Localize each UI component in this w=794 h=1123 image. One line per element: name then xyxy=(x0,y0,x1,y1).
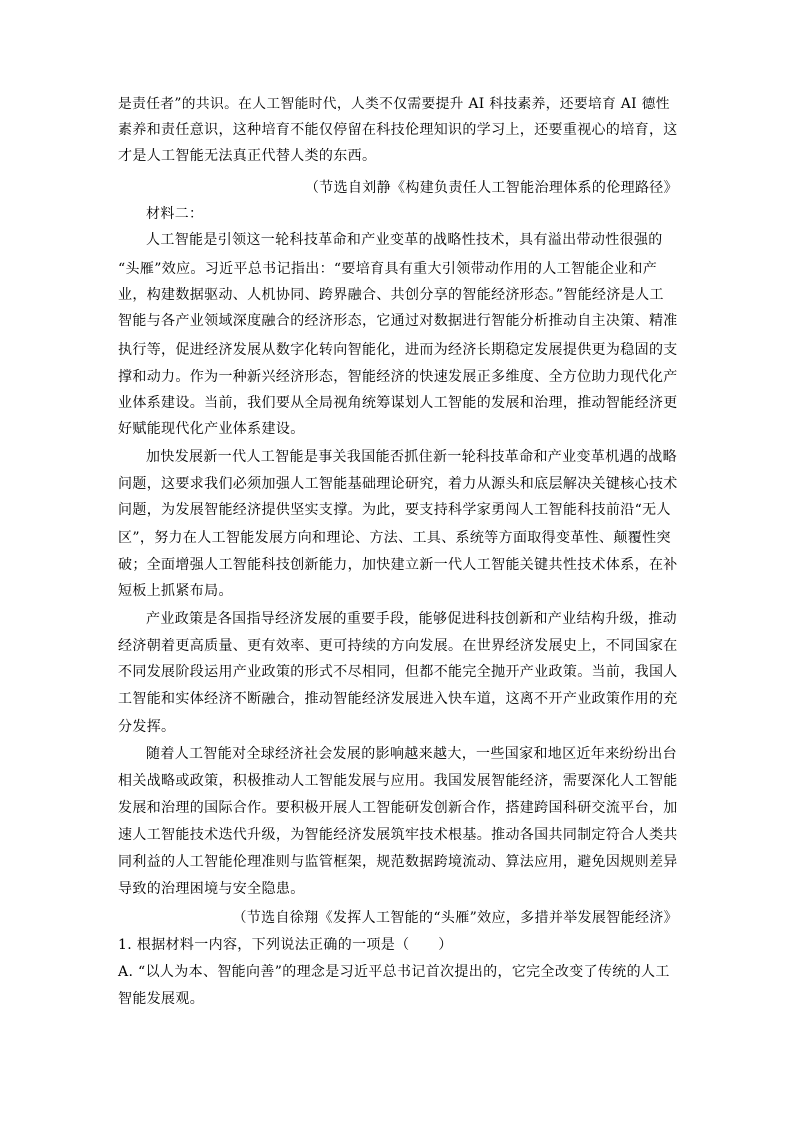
text-line: 产业政策是各国指导经济发展的重要手段，能够促进科技创新和产业结构升级，推动 xyxy=(146,611,677,627)
text-line: 导致的治理困境与安全隐患。 xyxy=(118,881,305,897)
text-line: 执行等，促进经济发展从数字化转向智能化，进而为经济长期稳定发展提供更为稳固的支 xyxy=(118,342,678,358)
answer-option-a: A. “以人为本、智能向善”的理念是习近平总书记首次提出的，它完全改变了传统的人工 xyxy=(118,964,670,980)
text-line: 业体系建设。当前，我们要从全局视角统筹谋划人工智能的发展和治理，推动智能经济更 xyxy=(118,395,678,411)
text-line: 才是人工智能无法真正代替人类的东西。 xyxy=(118,148,377,164)
text-line: 不同发展阶段运用产业政策的形式不尽相同，但都不能完全抛开产业政策。当前，我国人 xyxy=(118,664,678,680)
question-stem: 1. 根据材料一内容，下列说法正确的一项是（ ） xyxy=(118,937,453,953)
source-citation: （节选自刘静《构建负责任人工智能治理体系的伦理路径》 xyxy=(304,180,678,196)
text-line: 智能与各产业领域深度融合的经济形态，它通过对数据进行智能分析推动自主决策、精准 xyxy=(118,313,678,329)
section-heading: 材料二： xyxy=(146,206,204,222)
text-line: 破；全面增强人工智能科技创新能力，加快建立新一代人工智能关键共性技术体系，在补 xyxy=(118,557,678,573)
text-line: 素养和责任意识，这种培育不能仅停留在科技伦理知识的学习上，还要重视心的培育，这 xyxy=(118,122,678,138)
text-line: 好赋能现代化产业体系建设。 xyxy=(118,421,305,437)
text-line: “头雁”效应。习近平总书记指出：“要培育具有重大引领带动作用的人工智能企业和产 xyxy=(118,261,658,277)
text-line: 分发挥。 xyxy=(118,719,176,735)
text-line: 短板上抓紧布局。 xyxy=(118,583,233,599)
text-line: 同利益的人工智能伦理准则与监管框架，规范数据跨境流动、算法应用，避免因规则差异 xyxy=(118,854,678,870)
text-line: 工智能和实体经济不断融合，推动智能经济发展进入快车道，这离不开产业政策作用的充 xyxy=(118,691,678,707)
text-line: 问题，这要求我们必须加强人工智能基础理论研究，着力从源头和底层解决关键核心技术 xyxy=(118,476,678,492)
text-line: 发展和治理的国际合作。要积极开展人工智能研发创新合作，搭建跨国科研交流平台，加 xyxy=(118,800,678,816)
text-line: 随着人工智能对全球经济社会发展的影响越来越大，一些国家和地区近年来纷纷出台 xyxy=(146,746,677,762)
text-line: 区”，努力在人工智能发展方向和理论、方法、工具、系统等方面取得变革性、颠覆性突 xyxy=(118,530,671,546)
source-citation: （节选自徐翔《发挥人工智能的“头雁”效应，多措并举发展智能经济》 xyxy=(232,910,678,926)
text-line: 问题，为发展智能经济提供坚实支撑。为此，要支持科学家勇闯人工智能科技前沿“无人 xyxy=(118,502,671,518)
text-line: 加快发展新一代人工智能是事关我国能否抓住新一轮科技革命和产业变革机遇的战略 xyxy=(146,449,677,465)
text-line: 经济朝着更高质量、更有效率、更可持续的方向发展。在世界经济发展史上，不同国家在 xyxy=(118,638,678,654)
text-line: 人工智能是引领这一轮科技革命和产业变革的战略性技术，具有溢出带动性很强的 xyxy=(146,232,663,248)
text-line: 是责任者”的共识。在人工智能时代，人类不仅需要提升 AI 科技素养，还要培育 AI 德性 xyxy=(118,96,670,112)
text-line: 撑和动力。作为一种新兴经济形态，智能经济的快速发展正多维度、全方位助力现代化产 xyxy=(118,369,678,385)
text-line: 速人工智能技术迭代升级，为智能经济发展筑牢技术根基。推动各国共同制定符合人类共 xyxy=(118,827,678,843)
text-line: 相关战略或政策，积极推动人工智能发展与应用。我国发展智能经济，需要深化人工智能 xyxy=(118,773,678,789)
answer-option-a-continued: 智能发展观。 xyxy=(118,991,205,1007)
text-line: 业，构建数据驱动、人机协同、跨界融合、共创分享的智能经济形态。”智能经济是人工 xyxy=(118,287,664,303)
